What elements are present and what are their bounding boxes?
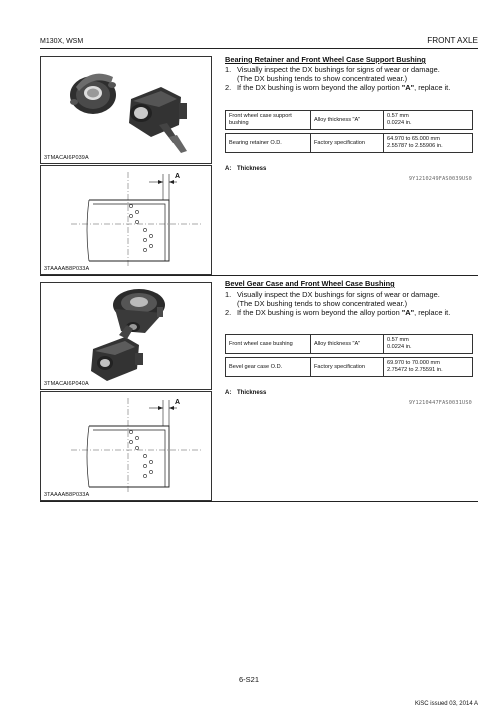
dimension-label-a: A: [175, 173, 181, 180]
bushing-cross-section-drawing: [41, 392, 211, 492]
header-manual-code: M130X, WSM: [40, 38, 84, 45]
table-row: Front wheel case support bushing Alloy thickness "A" 0.57 mm 0.0224 in.: [226, 111, 473, 130]
drawing-figure-1: [40, 165, 212, 275]
figure-note: A: Thickness: [225, 390, 267, 396]
figure-note: A: Thickness: [225, 166, 267, 172]
figure-caption: 3TAAAAB8P033A: [44, 492, 90, 498]
reference-code: 9Y1210249FAS0039US0: [408, 176, 472, 182]
issue-stamp: KiSC issued 03, 2014 A: [414, 701, 478, 707]
procedure-steps: [225, 291, 481, 317]
specification-table: [225, 110, 473, 153]
section-title: Bearing Retainer and Front Wheel Case Support Bushing: [225, 55, 426, 64]
header-rule: [40, 48, 478, 49]
figure-caption: 3TMACAI6P039A: [44, 155, 89, 161]
step-item: 2. If the DX bushing is worn beyond the alloy portion "A", replace it.: [225, 82, 451, 92]
table-row: Front wheel case bushing Alloy thickness "A" 0.57 mm 0.0224 in.: [226, 335, 473, 354]
step-item: 1. Visually inspect the DX bushings for signs of wear or damage. (The DX bushing tends to show concentrated wear.): [225, 65, 440, 83]
table-row: Bearing retainer O.D. Factory specification 64.970 to 65.000 mm 2.55787 to 2.55906 in.: [226, 134, 473, 153]
figure-caption: 3TAAAAB8P033A: [44, 266, 90, 272]
section-divider: [40, 275, 478, 276]
bevel-gear-case-photo: [41, 283, 211, 383]
header-section-title: FRONT AXLE: [427, 36, 478, 45]
reference-code: 9Y1210447FAS0031US0: [408, 400, 472, 406]
figure-caption: 3TMACAI6P040A: [44, 381, 89, 387]
drawing-figure-2: [40, 391, 212, 501]
step-item: 2. If the DX bushing is worn beyond the alloy portion "A", replace it.: [225, 307, 451, 317]
bushing-cross-section-drawing: [41, 166, 211, 266]
procedure-steps: [225, 66, 481, 92]
photo-figure-2: [40, 282, 212, 390]
step-item: 1. Visually inspect the DX bushings for signs of wear or damage. (The DX bushing tends to show concentrated wear.): [225, 290, 440, 308]
section-divider: [40, 501, 478, 502]
photo-figure-1: [40, 56, 212, 164]
table-row: Bevel gear case O.D. Factory specification 69.970 to 70.000 mm 2.75472 to 2.75591 in.: [226, 358, 473, 377]
section-title: Bevel Gear Case and Front Wheel Case Bushing: [225, 279, 395, 288]
page-number: 6-S21: [238, 675, 259, 684]
bearing-retainer-photo: [41, 57, 211, 157]
specification-table: [225, 334, 473, 377]
dimension-label-a: A: [175, 399, 181, 406]
